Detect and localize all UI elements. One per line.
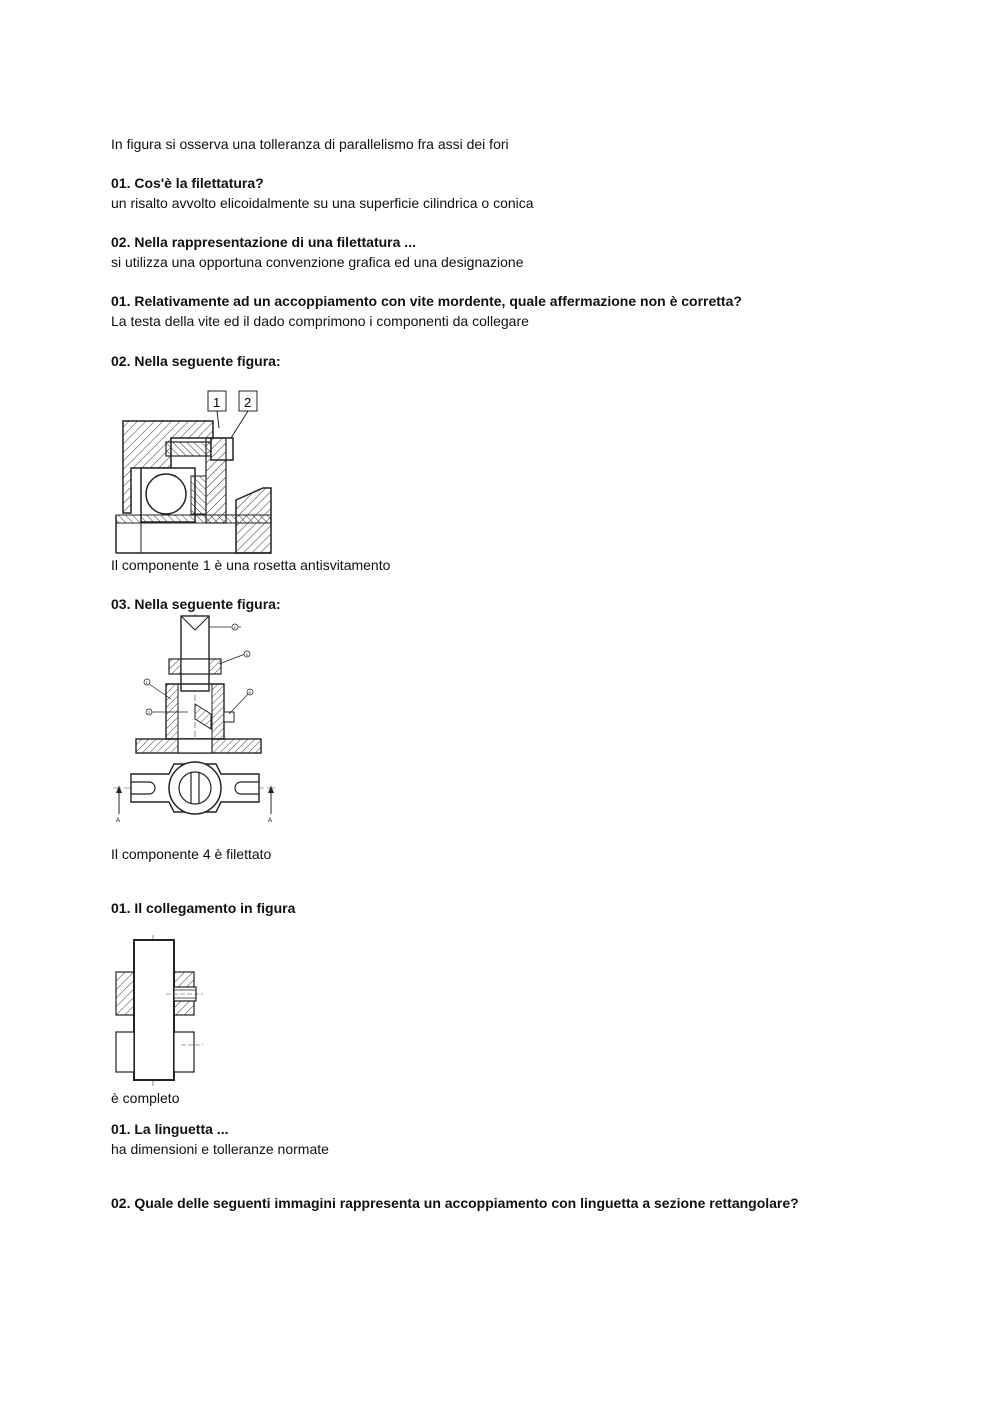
fixture-label-3: 3 [245, 652, 248, 657]
question-8: 02. Quale delle seguenti immagini rappresenta un accoppiamento con linguetta a sezione rettangolare? [111, 1195, 799, 1211]
fixture-label-4: 4 [233, 625, 236, 630]
bearing-label-2: 2 [244, 395, 252, 410]
fixture-label-5: 5 [248, 690, 251, 695]
bearing-assembly-figure [111, 388, 277, 554]
question-3: 01. Relativamente ad un accoppiamento con vite mordente, quale affermazione non è corretta? [111, 293, 742, 309]
answer-7: ha dimensioni e tolleranze normate [111, 1141, 329, 1157]
shaft-connection-figure [111, 935, 206, 1087]
answer-2: si utilizza una opportuna convenzione grafica ed una designazione [111, 254, 524, 270]
answer-5: Il componente 4 è filettato [111, 846, 272, 862]
bearing-label-1: 1 [213, 395, 221, 410]
fixture-figure [111, 614, 281, 824]
question-1: 01. Cos'è la filettatura? [111, 175, 264, 191]
question-7: 01. La linguetta ... [111, 1121, 229, 1137]
answer-1: un risalto avvolto elicoidalmente su una superficie cilindrica o conica [111, 195, 534, 211]
answer-6: è completo [111, 1090, 180, 1106]
intro-text: In figura si osserva una tolleranza di parallelismo fra assi dei fori [111, 136, 509, 152]
question-4: 02. Nella seguente figura: [111, 353, 281, 369]
fixture-label-2: 2 [147, 710, 150, 715]
question-2: 02. Nella rappresentazione di una filettatura ... [111, 234, 416, 250]
fixture-label-1: 1 [145, 680, 148, 685]
answer-4: Il componente 1 è una rosetta antisvitamento [111, 557, 391, 573]
section-label-a-left: A [116, 818, 121, 824]
question-5: 03. Nella seguente figura: [111, 596, 281, 612]
question-6: 01. Il collegamento in figura [111, 900, 296, 916]
section-label-a-right: A [268, 818, 273, 824]
answer-3: La testa della vite ed il dado comprimono i componenti da collegare [111, 313, 529, 329]
